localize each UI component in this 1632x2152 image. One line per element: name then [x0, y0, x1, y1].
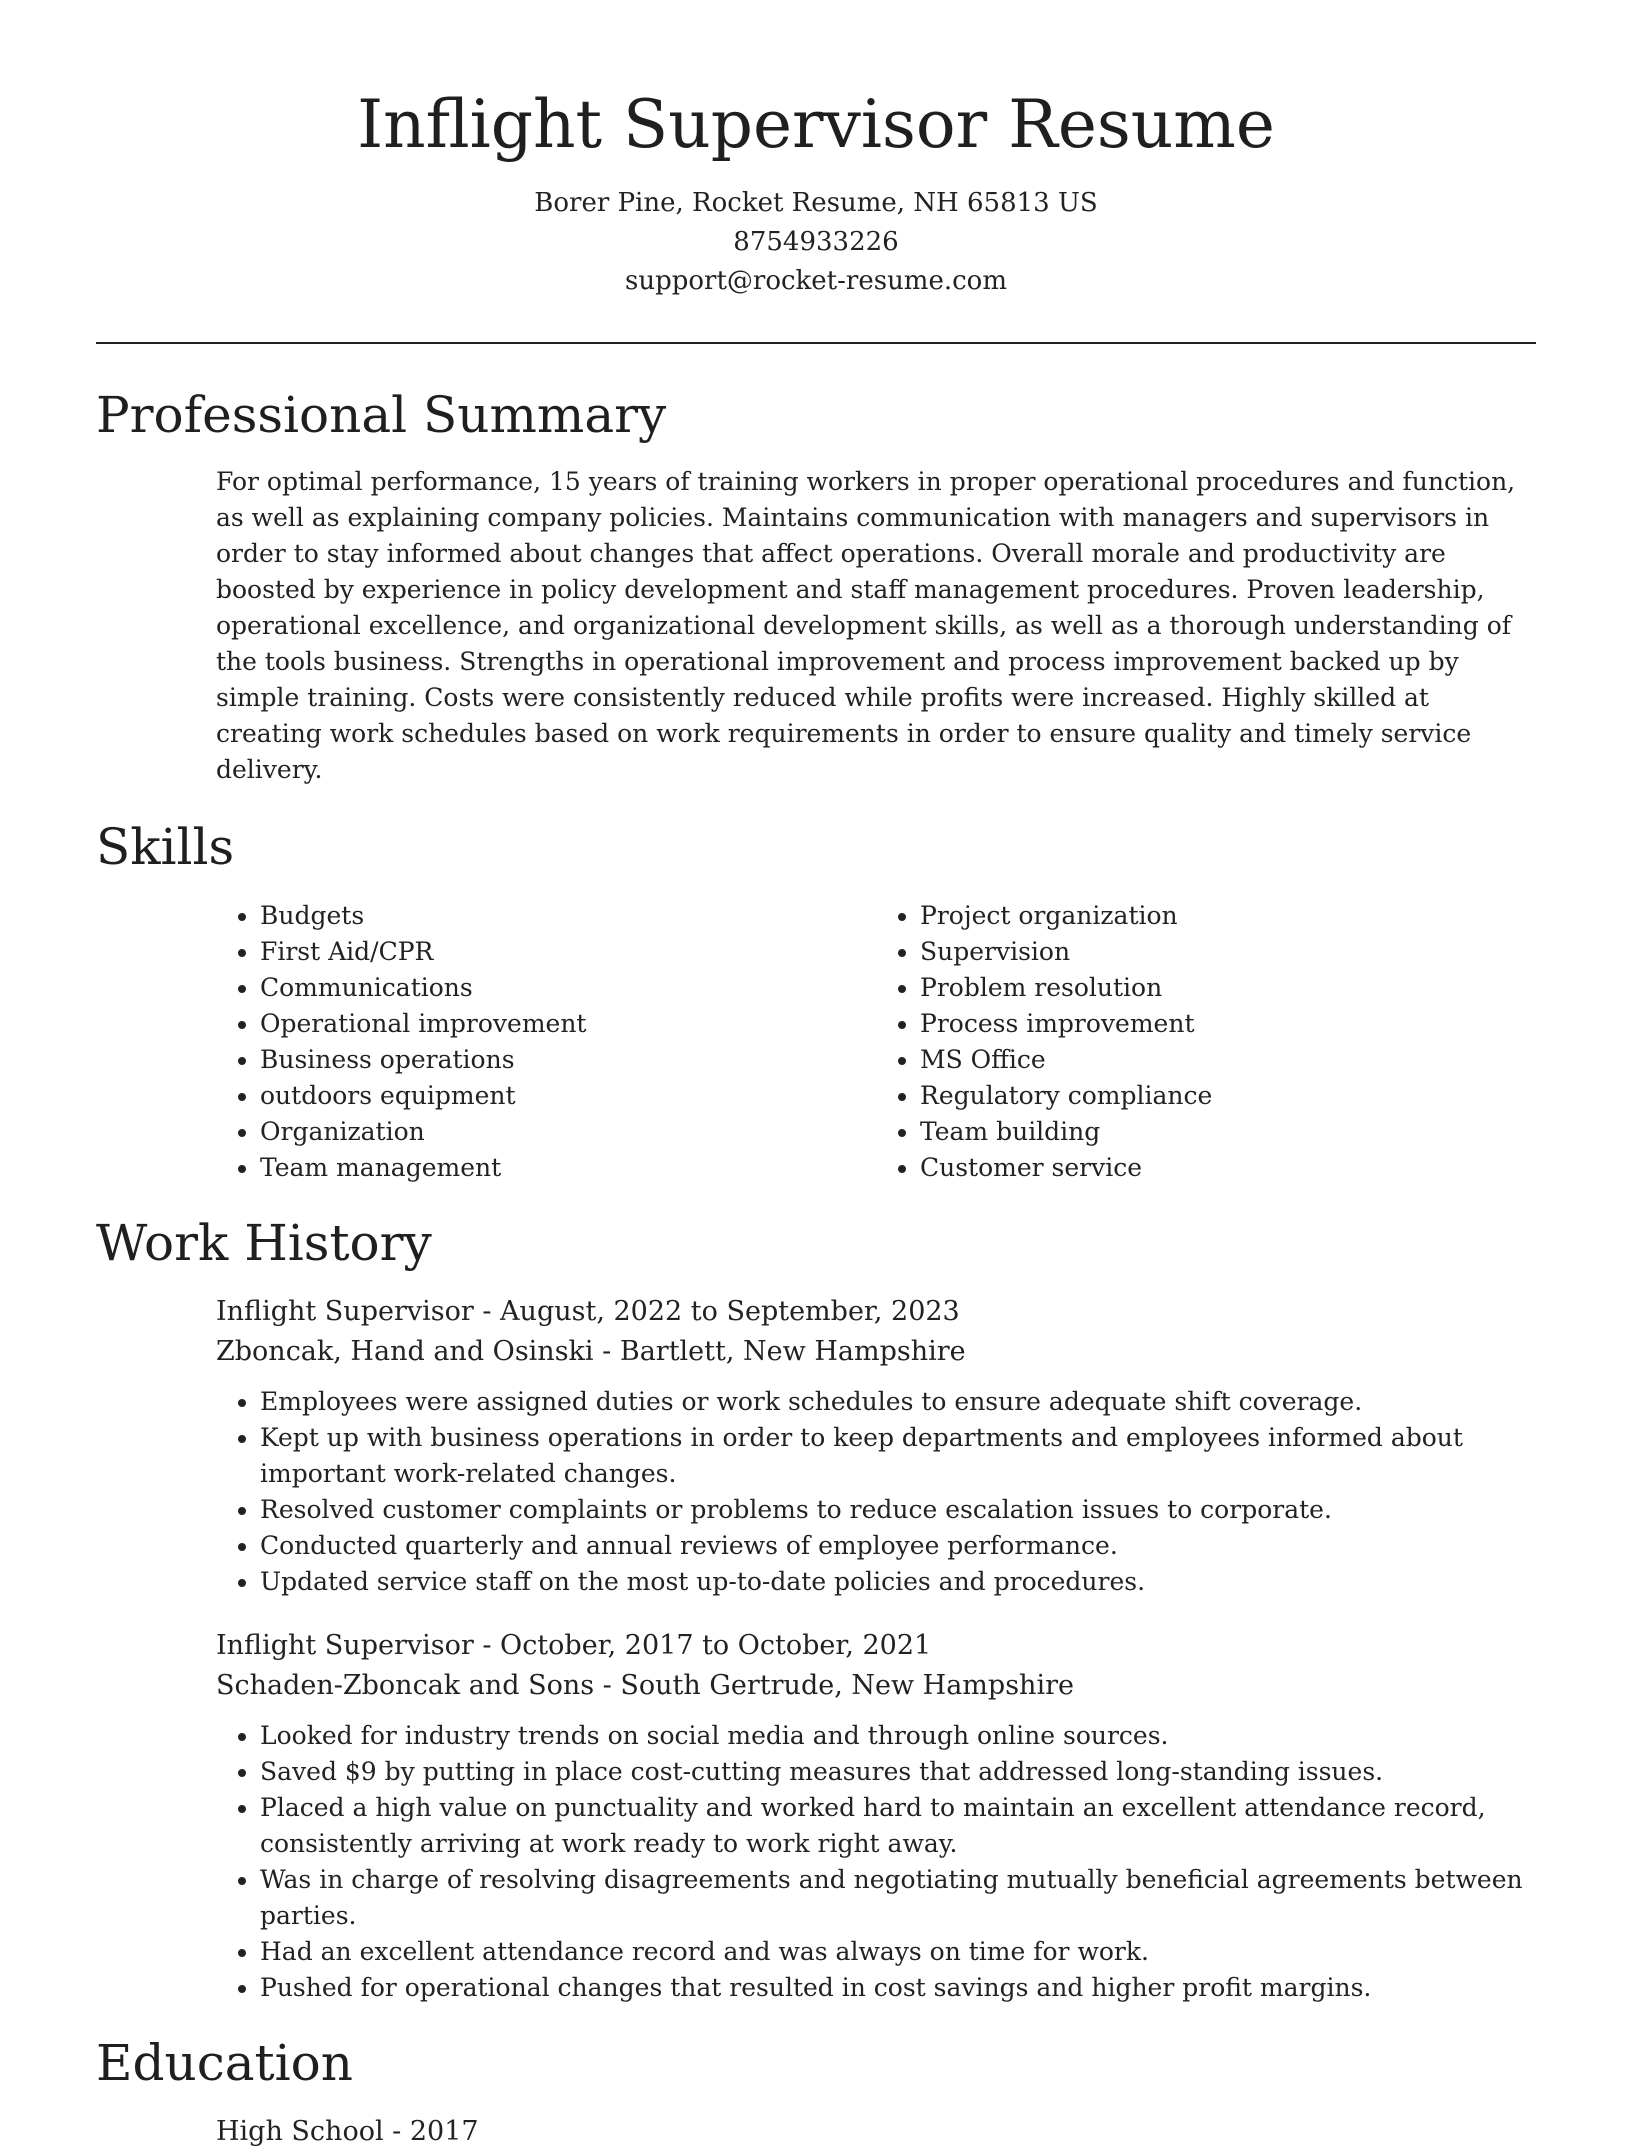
company-name: Zboncak, Hand and Osinski	[216, 1336, 594, 1367]
education-heading: Education	[96, 2034, 353, 2092]
skill-item: • Team building	[920, 1114, 1536, 1150]
job-duty: • Employees were assigned duties or work schedules to ensure adequate shift coverage.	[260, 1384, 1536, 1420]
skill-item: • Customer service	[920, 1150, 1536, 1186]
job-duty: • Placed a high value on punctuality and worked hard to maintain an excellent attendance record, consistently arriving at work ready to work right away.	[260, 1790, 1536, 1862]
skill-item: • Operational improvement	[260, 1006, 876, 1042]
job-duties-list	[216, 1384, 1536, 1600]
job-duty: • Was in charge of resolving disagreements and negotiating mutually beneficial agreements between parties.	[260, 1862, 1536, 1934]
skill-item: • Problem resolution	[920, 970, 1536, 1006]
job-duty: • Updated service staff on the most up-to-date policies and procedures.	[260, 1564, 1536, 1600]
job-duty: • Saved $9 by putting in place cost-cutting measures that addressed long-standing issues.	[260, 1754, 1536, 1790]
education-entry	[216, 2112, 1536, 2152]
job-company-line	[216, 1332, 1536, 1372]
skills-column-right	[876, 898, 1536, 1186]
company-name: Schaden-Zboncak and Sons	[216, 1670, 595, 1701]
job-dates: - August, 2022 to September, 2023	[473, 1296, 960, 1327]
job-company-line	[216, 1666, 1536, 1706]
job-duty: • Looked for industry trends on social media and through online sources.	[260, 1718, 1536, 1754]
job-duties-list	[216, 1718, 1536, 2006]
job-location: - South Gertrude, New Hampshire	[594, 1670, 1074, 1701]
skill-item: • Regulatory compliance	[920, 1078, 1536, 1114]
job-title: Inflight Supervisor	[216, 1296, 474, 1327]
skill-item: • outdoors equipment	[260, 1078, 876, 1114]
job-title-line	[216, 1292, 1536, 1332]
page-title: Inflight Supervisor Resume	[357, 86, 1275, 163]
work-history-heading: Work History	[96, 1214, 432, 1272]
skill-item: • Organization	[260, 1114, 876, 1150]
job-location: - Bartlett, New Hampshire	[593, 1336, 966, 1367]
header-divider	[96, 342, 1536, 344]
skills-heading: Skills	[96, 818, 235, 876]
skills-column-left	[216, 898, 876, 1186]
job-entry	[216, 1626, 1536, 2006]
phone-text: 8754933226	[733, 227, 899, 257]
resume-body	[96, 380, 1536, 2152]
resume-header	[0, 80, 1632, 301]
job-entry	[216, 1292, 1536, 1600]
skill-item: • Team management	[260, 1150, 876, 1186]
education-degree: High School	[216, 2116, 384, 2147]
job-duty: • Conducted quarterly and annual reviews of employee performance.	[260, 1528, 1536, 1564]
skill-item: • First Aid/CPR	[260, 934, 876, 970]
education-year: - 2017	[383, 2116, 479, 2147]
contact-info	[0, 184, 1632, 301]
skill-item: • Business operations	[260, 1042, 876, 1078]
job-title: Inflight Supervisor	[216, 1630, 474, 1661]
summary-text: For optimal performance, 15 years of training workers in proper operational procedures and function, as well as explaining company policies. Maintains communication with managers and supervisors in order to stay informed about changes that affect operations. Overall morale and productivity are boosted by experience in policy development and staff management procedures. Proven leadership, operational excellence, and organizational development skills, as well as a thorough understanding of the tools business. Strengths in operational improvement and process improvement backed up by simple training. Costs were consistently reduced while profits were increased. Highly skilled at creating work schedules based on work requirements in order to ensure quality and timely service delivery.	[216, 467, 1516, 784]
summary-heading: Professional Summary	[96, 386, 667, 444]
address-text: Borer Pine, Rocket Resume, NH 65813 US	[534, 188, 1098, 218]
skill-item: • Process improvement	[920, 1006, 1536, 1042]
skill-item: • MS Office	[920, 1042, 1536, 1078]
skill-item: • Supervision	[920, 934, 1536, 970]
skill-item: • Communications	[260, 970, 876, 1006]
skill-item: • Project organization	[920, 898, 1536, 934]
skills-list	[216, 898, 1536, 1186]
job-duty: • Resolved customer complaints or problems to reduce escalation issues to corporate.	[260, 1492, 1536, 1528]
skill-item: • Budgets	[260, 898, 876, 934]
job-duty: • Had an excellent attendance record and was always on time for work.	[260, 1934, 1536, 1970]
job-dates: - October, 2017 to October, 2021	[473, 1630, 932, 1661]
job-title-line	[216, 1626, 1536, 1666]
email-text: support@rocket-resume.com	[624, 266, 1007, 296]
job-duty: • Pushed for operational changes that resulted in cost savings and higher profit margins.	[260, 1970, 1536, 2006]
job-duty: • Kept up with business operations in order to keep departments and employees informed about important work-related changes.	[260, 1420, 1536, 1492]
